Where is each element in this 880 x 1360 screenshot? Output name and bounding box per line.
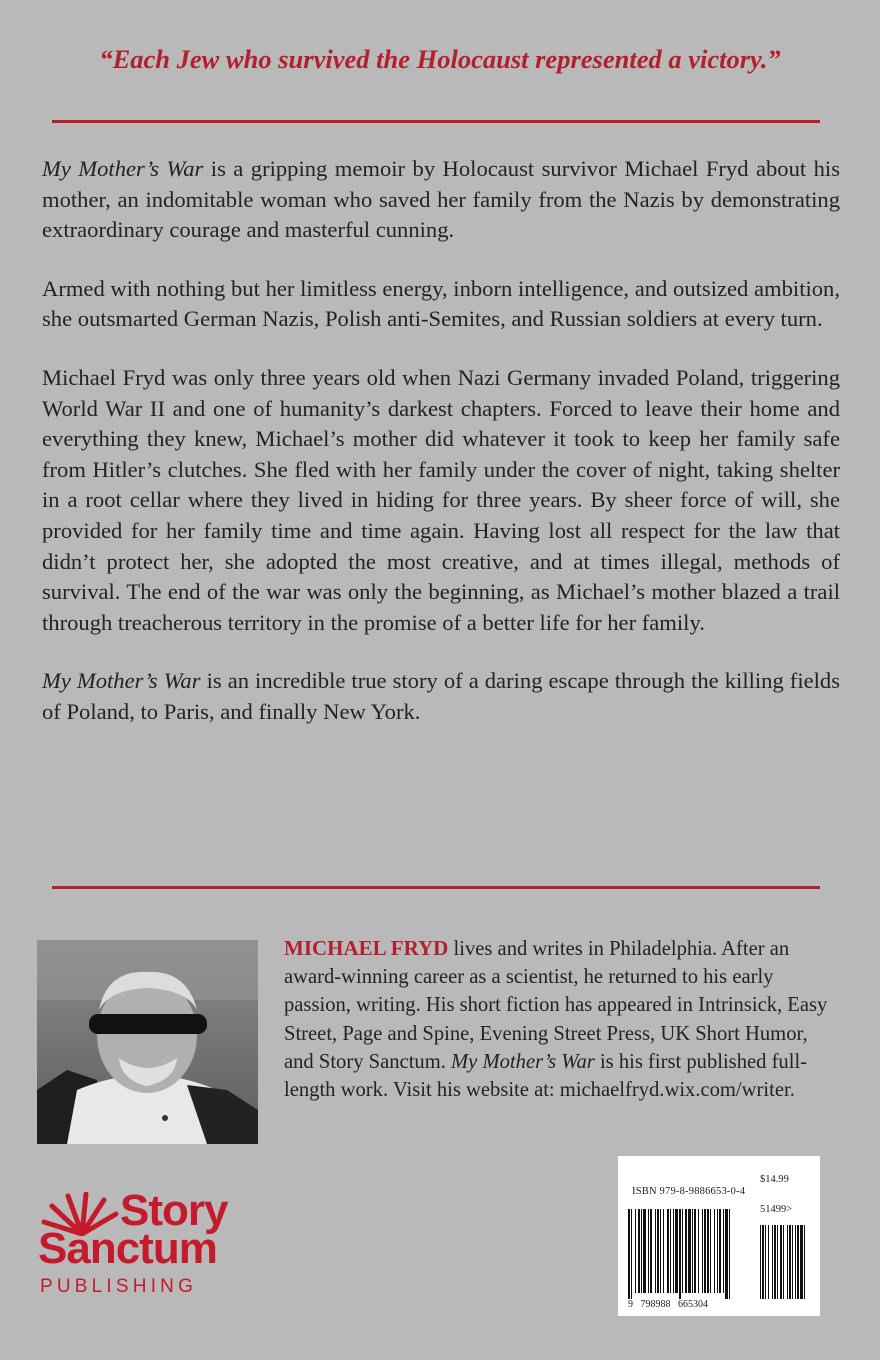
publisher-logo — [38, 1186, 268, 1312]
book-blurb — [42, 154, 840, 756]
barcode-panel — [618, 1156, 820, 1316]
barcode-digits: 9 798988 665304 — [628, 1299, 708, 1310]
addon-code: 51499> — [760, 1204, 793, 1215]
author-name: MICHAEL FRYD — [284, 936, 449, 960]
logo-sanctum: Sanctum — [38, 1224, 217, 1273]
barcode-icon — [628, 1201, 810, 1301]
author-bio: MICHAEL FRYD lives and writes in Philadelphia. After an award-winning career as a scientist, he returned to his early passion, writing. His short fiction has appeared in Intrinsick, Easy Street, Page and Spine, Evening Street Press, UK Short Humor, and Story Sanctum. My Mother’s War is his first published full-length work. Visit his website at: michaelfryd.wix.com/writer. — [284, 936, 828, 1102]
blurb-paragraph-4: My Mother’s War is an incredible true story of a daring escape through the killing fields of Poland, to Paris, and finally New York. — [42, 668, 840, 724]
isbn-label: ISBN 979-8-9886653-0-4 — [632, 1186, 746, 1197]
book-title: My Mother’s War — [42, 156, 204, 181]
blurb-paragraph-1: My Mother’s War is a gripping memoir by Holocaust survivor Michael Fryd about his mother, an indomitable woman who saved her family from the Nazis by demonstrating extraordinary courage and masterful cunning. — [42, 156, 840, 243]
price-label: $14.99 — [760, 1174, 789, 1185]
book-title: My Mother’s War — [451, 1050, 595, 1073]
bottom-divider — [52, 886, 820, 889]
top-divider — [52, 120, 820, 123]
logo-publishing: PUBLISHING — [40, 1276, 198, 1297]
author-photo — [37, 940, 258, 1144]
cover-quote: “Each Jew who survived the Holocaust represented a victory.” — [99, 44, 781, 74]
blurb-paragraph-3: Michael Fryd was only three years old when Nazi Germany invaded Poland, triggering World War II and one of humanity’s darkest chapters. Forced to leave their home and everything they knew, Michael’s mother did whatever it took to keep her family safe from Hitler’s clutches. She fled with her family under the cover of night, taking shelter in a root cellar where they lived in hiding for three years. By sheer force of will, she provided for her family time and time again. Having lost all respect for the law that didn’t protect her, she adopted the most creative, and at times illegal, methods of survival. The end of the war was only the beginning, as Michael’s mother blazed a trail through treacherous territory in the promise of a better life for her family. — [42, 364, 840, 635]
logo-story: Story — [120, 1186, 228, 1235]
blurb-paragraph-2: Armed with nothing but her limitless energy, inborn intelligence, and outsized ambition, she outsmarted German Nazis, Polish anti-Semites, and Russian soldiers at every turn. — [42, 275, 840, 332]
book-title: My Mother’s War — [42, 668, 201, 694]
